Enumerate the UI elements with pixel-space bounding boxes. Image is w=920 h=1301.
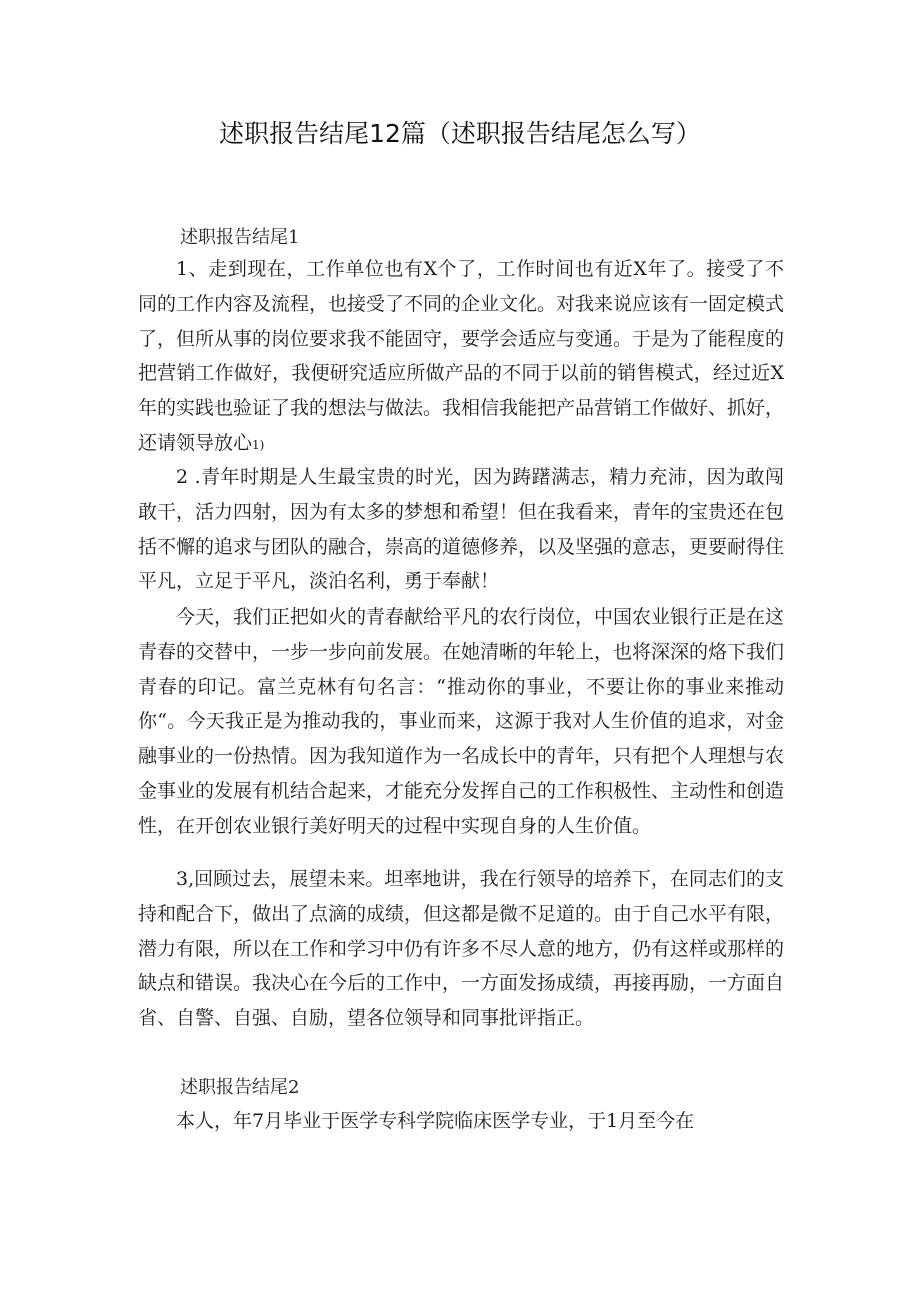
paragraph-3: 今天，我们正把如火的青春献给平凡的农行岗位，中国农业银行正是在这青春的交替中，一步一步向前发展。在她清晰的年轮上，也将深深的烙下我们青春的印记。富兰克林有句名言：“推动你的事业，不要让你的事业来推动你“。今天我正是为推动我的，事业而来，这源于我对人生价值的追求，对金融事业的一份热情。因为我知道作为一名成长中的青年，只有把个人理想与农金事业的发展有机结合起来，才能充分发挥自己的工作积极性、主动性和创造性，在开创农业银行美好明天的过程中实现自身的人生价值。 (138, 606, 785, 837)
section-heading-1: 述职报告结尾1 (180, 227, 300, 248)
paragraph-5: 本人，年7月毕业于医学专科学院临床医学专业，于1月至今在 (176, 1110, 695, 1132)
paragraph-4: 3,回顾过去，展望未来。坦率地讲，我在行领导的培养下，在同志们的支持和配合下，做出了点滴的成绩，但这都是微不足道的。由于自己水平有限，潜力有限，所以在工作和学习中仍有许多不尽人意的地方，仍有这样或那样的缺点和错误。我决心在今后的工作中，一方面发扬成绩，再接再励，一方面自省、自警、自强、自励，望各位领导和同事批评指正。 (138, 868, 785, 1030)
paragraph-1-text: 1、走到现在，工作单位也有X个了，工作时间也有近X年了。接受了不同的工作内容及流程，也接受了不同的企业文化。对我来说应该有一固定模式了，但所从事的岗位要求我不能固守，要学会适应与变通。于是为了能程度的把营销工作做好，我便研究适应所做产品的不同于以前的销售模式，经过近X年的实践也验证了我的想法与做法。我相信我能把产品营销工作做好、抓好，还请领导放心 (138, 258, 785, 454)
footnote-mark: 1) (252, 437, 265, 452)
paragraph-1 (138, 252, 784, 463)
section-heading-2: 述职报告结尾2 (180, 1077, 300, 1098)
document-title: 述职报告结尾12篇（述职报告结尾怎么写） (219, 119, 701, 148)
paragraph-2: 2 .青年时期是人生最宝贵的时光，因为踌躇满志，精力充沛，因为敢闯敢干，活力四射，因为有太多的梦想和希望！但在我看来，青年的宝贵还在包括不懈的追求与团队的融合，崇高的道德修养，以及坚强的意志，更要耐得住平凡，立足于平凡，淡泊名利，勇于奉献！ (138, 466, 785, 593)
